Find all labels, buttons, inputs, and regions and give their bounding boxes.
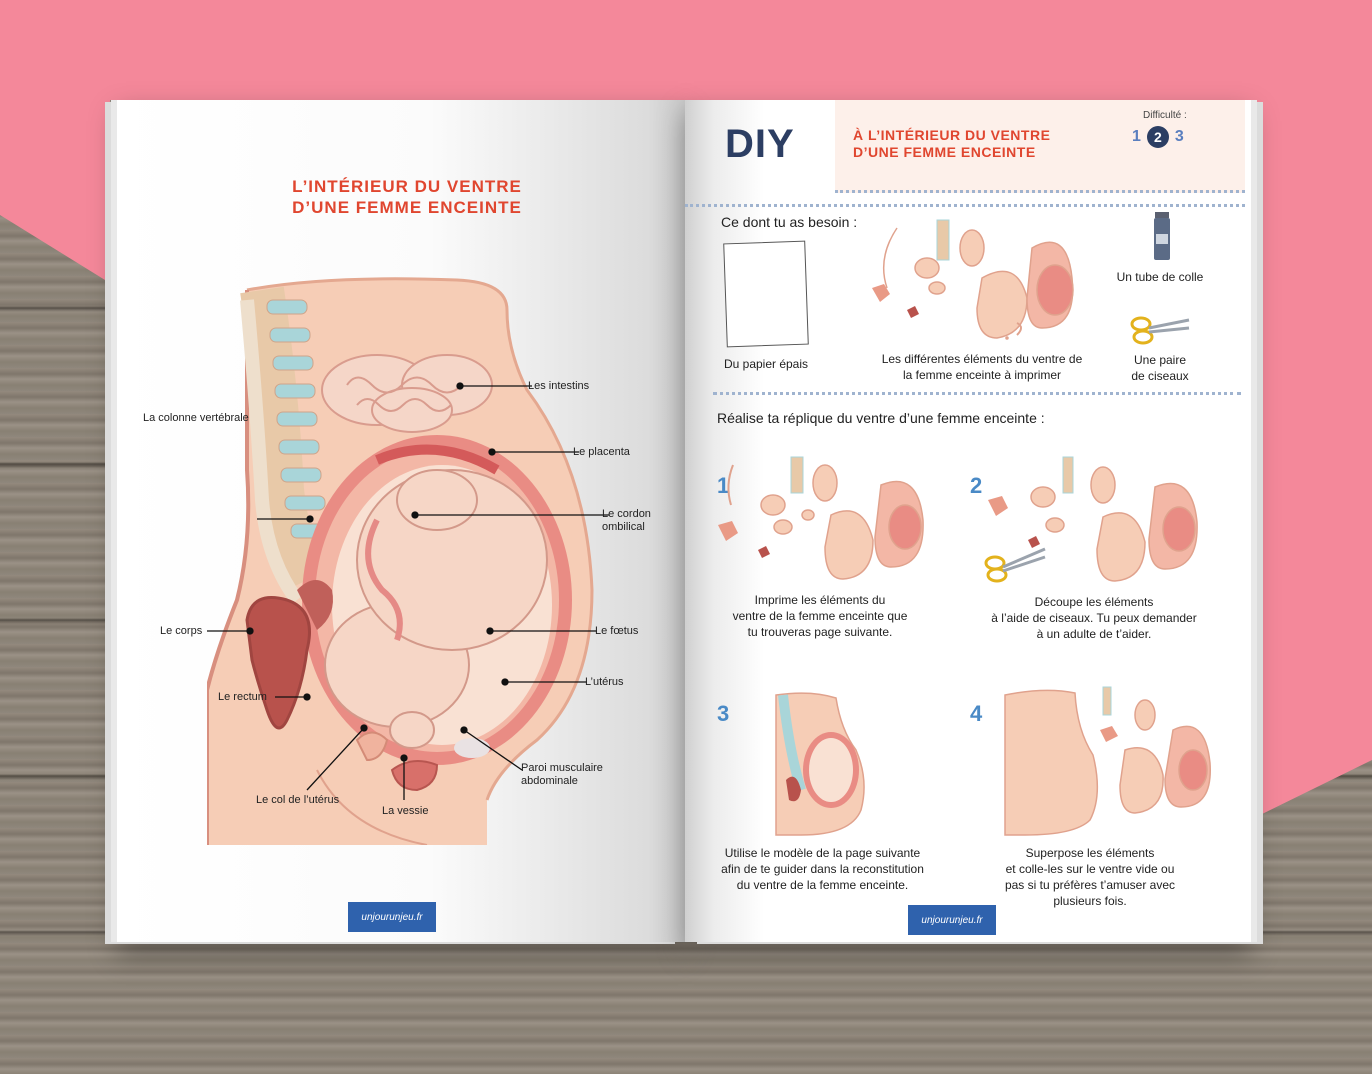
make-heading: Réalise ta réplique du ventre d’une femme enceinte : <box>717 410 1045 426</box>
material-paper: Du papier épais <box>723 357 809 371</box>
right-page <box>685 100 1251 942</box>
label-placenta: Le placenta <box>573 446 630 458</box>
left-page <box>117 100 687 942</box>
right-title-line2: D’UNE FEMME ENCEINTE <box>853 144 1036 160</box>
difficulty-1: 1 <box>1132 128 1141 145</box>
step-4-line2: et colle-les sur le ventre vide ou <box>1005 862 1175 876</box>
step-2-line2: à l’aide de ciseaux. Tu peux demander <box>991 611 1197 625</box>
left-page-title <box>277 176 537 218</box>
label-rectum: Le rectum <box>218 691 267 703</box>
step-3-text <box>700 845 945 893</box>
step-3-number: 3 <box>717 701 730 726</box>
step-1-line3: tu trouveras page suivante. <box>747 625 893 639</box>
label-paroi-line2: abdominale <box>521 775 578 787</box>
label-vessie: La vessie <box>382 805 429 817</box>
step-2-line1: Découpe les éléments <box>1034 595 1154 609</box>
left-title-line2: D’UNE FEMME ENCEINTE <box>292 198 522 217</box>
label-corps: Le corps <box>160 625 203 637</box>
step-4-line4: plusieurs fois. <box>1053 894 1127 908</box>
divider-middle <box>713 392 1241 395</box>
step-1-text <box>705 592 935 640</box>
step-4-line1: Superpose les éléments <box>1025 846 1155 860</box>
step-2-number: 2 <box>970 473 983 498</box>
step-1-image <box>713 455 933 585</box>
material-glue: Un tube de colle <box>1116 270 1204 284</box>
step-1-line1: Imprime les éléments du <box>754 593 886 607</box>
step-4-line3: pas si tu préfères t’amuser avec <box>1004 878 1176 892</box>
step-3-line3: du ventre de la femme enceinte. <box>736 878 909 892</box>
label-cordon-line2: ombilical <box>602 521 645 533</box>
site-url-link[interactable]: unjourunjeu.fr <box>348 902 436 932</box>
material-scissors <box>1110 352 1210 384</box>
step-3-image <box>771 690 871 840</box>
pregnancy-anatomy-illustration <box>207 270 627 845</box>
diy-heading: DIY <box>725 122 795 166</box>
material-elements-line1: Les différentes éléments du ventre de <box>881 352 1083 366</box>
glue-tube-image <box>1152 212 1172 262</box>
material-scissors-line2: de ciseaux <box>1131 369 1189 383</box>
step-2-text <box>975 594 1213 642</box>
scissors-image <box>1129 314 1193 346</box>
step-3-line1: Utilise le modèle de la page suivante <box>724 846 921 860</box>
step-3-line2: afin de te guider dans la reconstitution <box>721 862 924 876</box>
right-title-line1: À L’INTÉRIEUR DU VENTRE <box>853 127 1051 143</box>
material-elements-line2: la femme enceinte à imprimer <box>902 368 1062 382</box>
difficulty-label: Difficulté : <box>1143 110 1187 121</box>
label-col-uterus: Le col de l’utérus <box>256 794 340 806</box>
step-4-text <box>975 845 1205 909</box>
site-url-link-right[interactable]: unjourunjeu.fr <box>908 905 996 935</box>
label-foetus: Le fœtus <box>595 625 639 637</box>
material-elements <box>857 351 1107 383</box>
step-2-image <box>983 445 1223 585</box>
difficulty-3: 3 <box>1174 128 1184 145</box>
difficulty-2-selected: 2 <box>1147 126 1169 148</box>
divider-top <box>685 204 1245 207</box>
label-intestins: Les intestins <box>528 380 590 392</box>
step-1-line2: ventre de la femme enceinte que <box>732 609 908 623</box>
right-page-title <box>853 127 1050 161</box>
label-colonne-vertebrale: La colonne vertébrale <box>143 412 249 424</box>
label-paroi-line1: Paroi musculaire <box>521 762 603 774</box>
label-uterus: L’utérus <box>585 676 624 688</box>
label-cordon-line1: Le cordon <box>602 508 651 520</box>
material-scissors-line1: Une paire <box>1133 353 1187 367</box>
left-title-line1: L’INTÉRIEUR DU VENTRE <box>292 177 522 196</box>
step-4-number: 4 <box>970 701 983 726</box>
difficulty-scale <box>1132 126 1184 148</box>
needs-heading: Ce dont tu as besoin : <box>721 214 858 230</box>
step-2-line3: à un adulte de t’aider. <box>1036 627 1152 641</box>
step-4-image <box>995 685 1225 840</box>
printable-elements-image <box>867 218 1087 348</box>
paper-sheet-image <box>723 241 809 348</box>
step-1-number: 1 <box>717 473 730 498</box>
